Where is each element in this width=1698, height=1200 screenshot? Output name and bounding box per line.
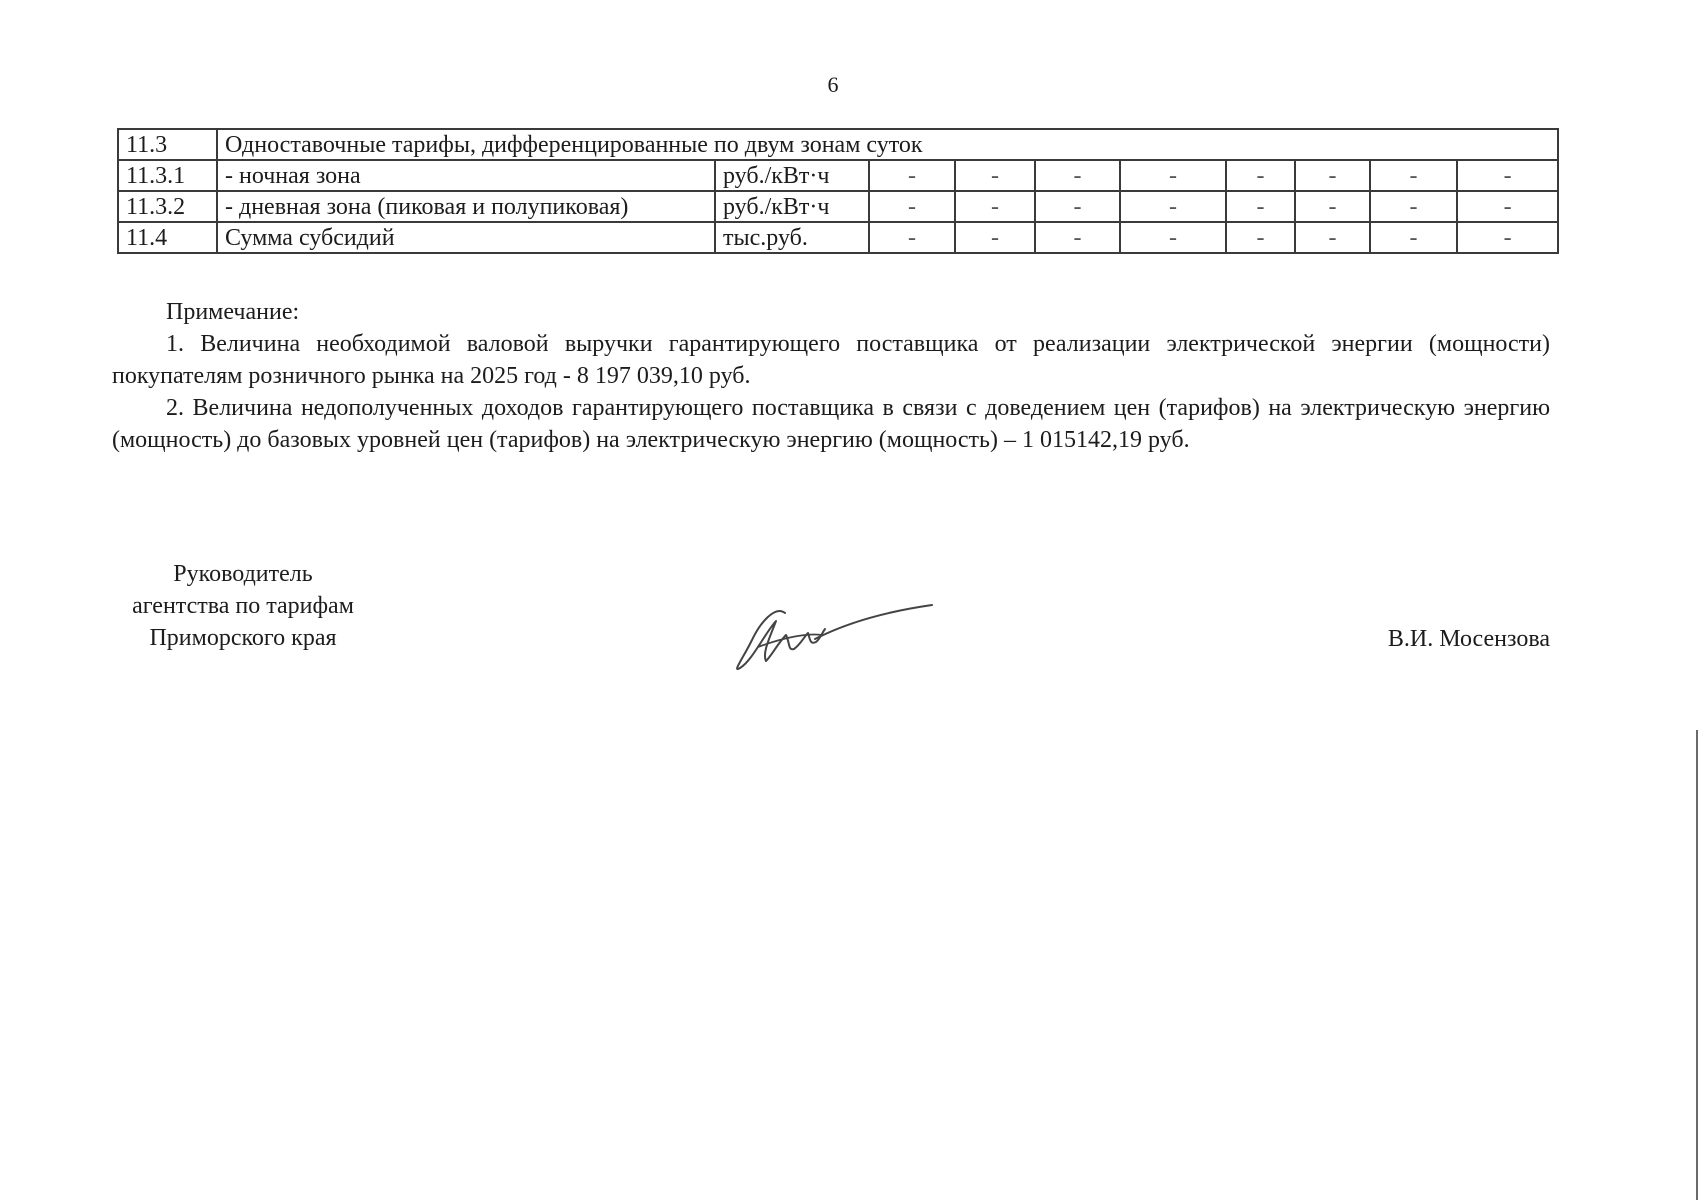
row-title: - ночная зона: [217, 160, 715, 191]
row-number: 11.3: [118, 129, 217, 160]
table-cell: -: [1457, 160, 1558, 191]
position-line: Руководитель: [173, 561, 313, 587]
row-number: 11.3.1: [118, 160, 217, 191]
table-cell: -: [1226, 191, 1295, 222]
table-cell: -: [1295, 191, 1370, 222]
table-cell: -: [869, 222, 955, 253]
table-cell: -: [1226, 222, 1295, 253]
page-number: 6: [827, 72, 839, 97]
table-cell: -: [1370, 191, 1457, 222]
table-cell: -: [1120, 191, 1226, 222]
table-cell: -: [1226, 160, 1295, 191]
row-title: Одноставочные тарифы, дифференцированные по двум зонам суток: [217, 129, 1558, 160]
row-unit: тыс.руб.: [715, 222, 869, 253]
table-row: [118, 222, 1558, 253]
table-cell: -: [1457, 222, 1558, 253]
row-title: Сумма субсидий: [217, 222, 715, 253]
signer-name: В.И. Мосензова: [1387, 626, 1550, 652]
table-cell: -: [1120, 222, 1226, 253]
note-item: 1. Величина необходимой валовой выручки гарантирующего поставщика от реализации электрической энергии (мощности) покупателям розничного рынка на 2025 год - 8 197 039,10 руб.: [112, 331, 1550, 389]
table-cell: -: [869, 191, 955, 222]
table-row: [118, 191, 1558, 222]
position-line: агентства по тарифам: [132, 593, 354, 619]
row-unit: руб./кВт·ч: [715, 160, 869, 191]
table-cell: -: [1035, 191, 1120, 222]
tariff-table: [117, 128, 1559, 254]
row-title: - дневная зона (пиковая и полупиковая): [217, 191, 715, 222]
table-cell: -: [1035, 160, 1120, 191]
row-number: 11.4: [118, 222, 217, 253]
table-cell: -: [1370, 222, 1457, 253]
table-cell: -: [1120, 160, 1226, 191]
note-item: 2. Величина недополученных доходов гарантирующего поставщика в связи с доведением цен (тарифов) на электрическую энергию (мощность) до базовых уровней цен (тарифов) на электрическую энергию (мощность) – 1 015142,19 руб.: [112, 395, 1550, 453]
table-row: [118, 160, 1558, 191]
table-cell: -: [955, 222, 1035, 253]
row-unit: руб./кВт·ч: [715, 191, 869, 222]
table-cell: -: [1295, 160, 1370, 191]
table-cell: -: [1035, 222, 1120, 253]
table-cell: -: [869, 160, 955, 191]
handwritten-signature: [730, 585, 940, 685]
table-cell: -: [1295, 222, 1370, 253]
notes-section: [112, 296, 1550, 456]
notes-heading: Примечание:: [166, 299, 300, 325]
table-row: [118, 129, 1558, 160]
position-line: Приморского края: [149, 625, 337, 651]
table-cell: -: [955, 191, 1035, 222]
row-number: 11.3.2: [118, 191, 217, 222]
table-cell: -: [1370, 160, 1457, 191]
signatory-position: [108, 558, 378, 654]
table-cell: -: [1457, 191, 1558, 222]
table-cell: -: [955, 160, 1035, 191]
